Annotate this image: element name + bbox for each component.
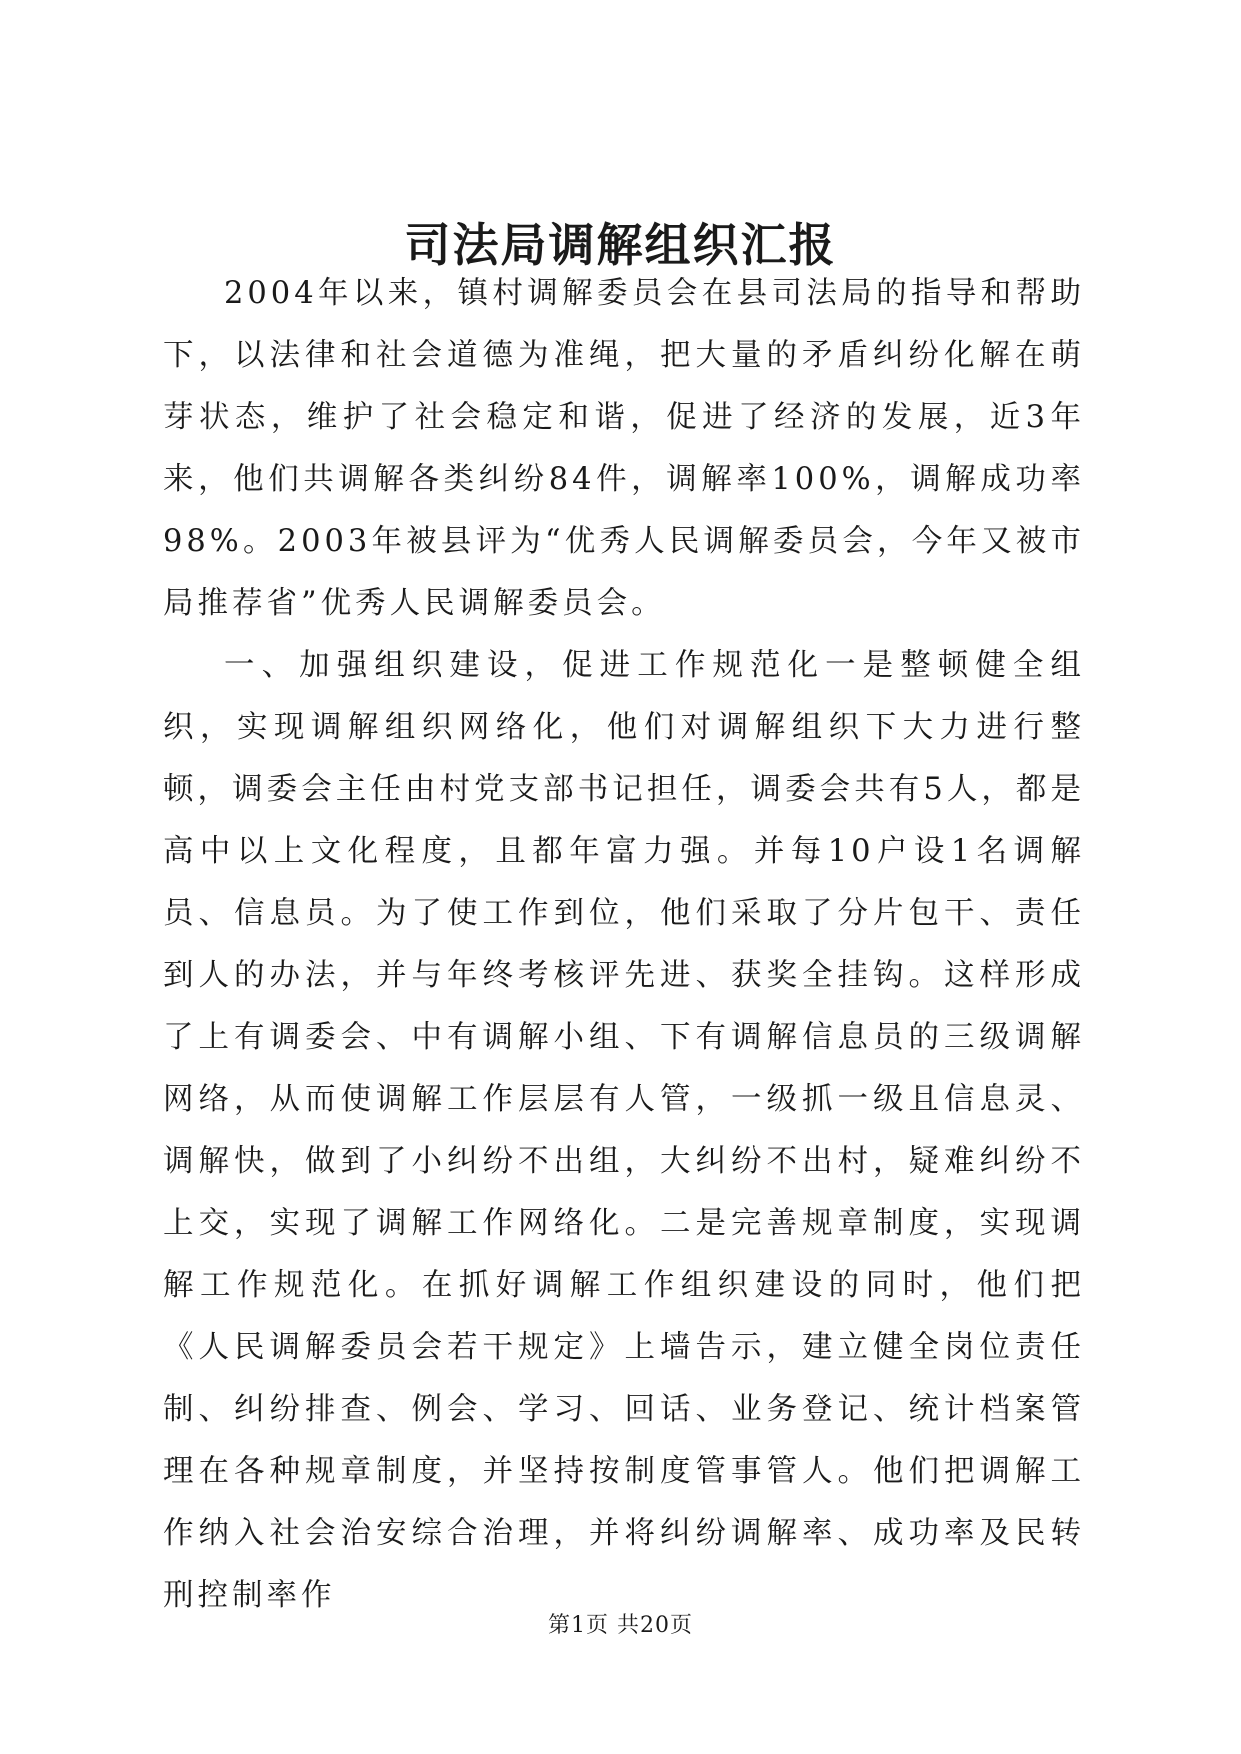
paragraph-intro: 2004年以来，镇村调解委员会在县司法局的指导和帮助下，以法律和社会道德为准绳，把大量的矛盾纠纷化解在萌芽状态，维护了社会稳定和谐，促进了经济的发展，近3年来，他们共调解各类纠纷84件，调解率100%，调解成功率98%。2003年被县评为“优秀人民调解委员会，今年又被市局推荐省”优秀人民调解委员会。 <box>163 276 1085 621</box>
document-title: 司法局调解组织汇报 <box>404 218 837 272</box>
document-body <box>163 263 1085 1627</box>
page-number-footer: 第1页 共20页 <box>548 1613 693 1638</box>
paragraph-section-one: 一、加强组织建设，促进工作规范化一是整顿健全组织，实现调解组织网络化，他们对调解组织下大力进行整顿，调委会主任由村党支部书记担任，调委会共有5人，都是高中以上文化程度，且都年富力强。并每10户设1名调解员、信息员。为了使工作到位，他们采取了分片包干、责任到人的办法，并与年终考核评先进、获奖全挂钩。这样形成了上有调委会、中有调解小组、下有调解信息员的三级调解网络，从而使调解工作层层有人管，一级抓一级且信息灵、调解快，做到了小纠纷不出组，大纠纷不出村，疑难纠纷不上交，实现了调解工作网络化。二是完善规章制度，实现调解工作规范化。在抓好调解工作组织建设的同时，他们把《人民调解委员会若干规定》上墙告示，建立健全岗位责任制、纠纷排查、例会、学习、回话、业务登记、统计档案管理在各种规章制度，并坚持按制度管事管人。他们把调解工作纳入社会治安综合治理，并将纠纷调解率、成功率及民转刑控制率作 <box>163 648 1085 1613</box>
